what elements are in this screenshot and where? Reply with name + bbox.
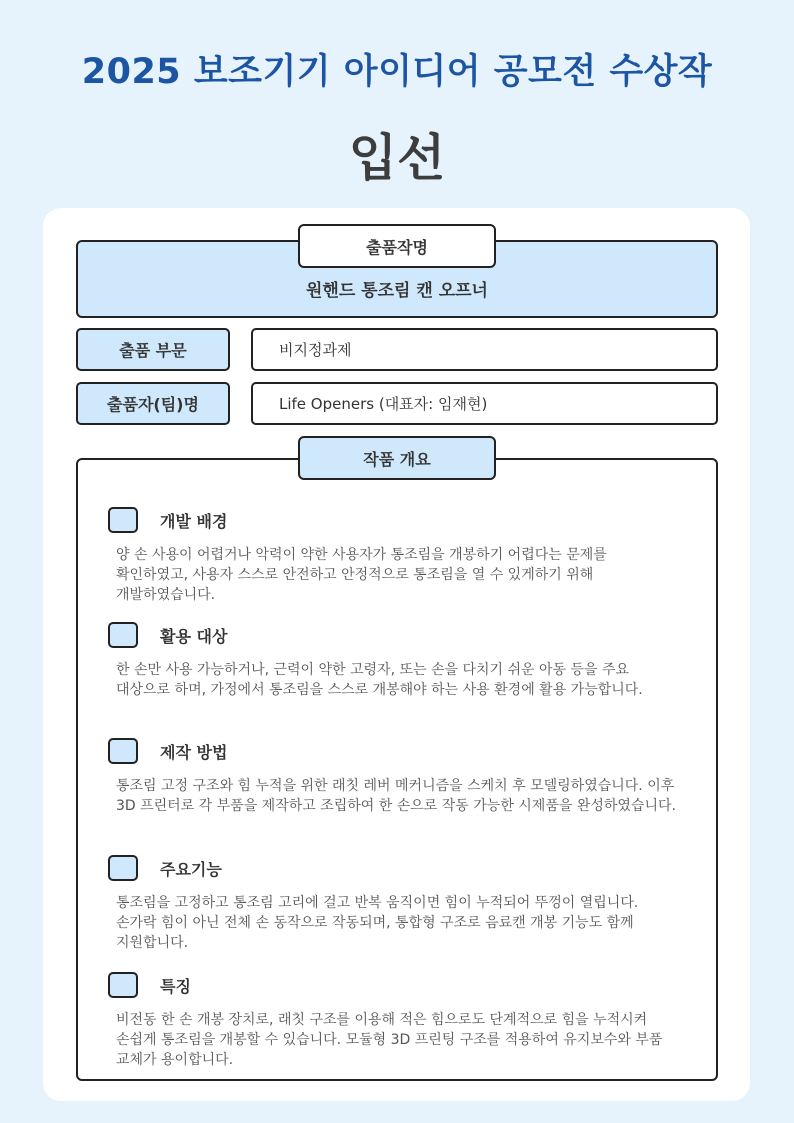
contest-title: 2025 보조기기 아이디어 공모전 수상작	[81, 52, 713, 92]
checkbox-icon	[108, 855, 138, 881]
section-characteristics	[108, 970, 680, 1070]
category-value: 비지정과제	[251, 328, 718, 371]
checkbox-icon	[108, 507, 138, 533]
checkbox-icon	[108, 622, 138, 648]
summary-label: 작품 개요	[298, 436, 496, 480]
section-title: 주요기능	[160, 859, 222, 879]
section-title: 특징	[160, 976, 191, 996]
section-body: 비전동 한 손 개봉 장치로, 래칫 구조를 이용해 적은 힘으로도 단계적으로 힘을 누적시켜 손쉽게 통조림을 개봉할 수 있습니다. 모듈형 3D 프린팅 구조를 적용하여 유지보수와 부품 교체가 용이합니다.	[116, 1012, 663, 1068]
section-target-users	[108, 620, 680, 700]
category-label: 출품 부문	[76, 328, 230, 371]
section-title: 개발 배경	[160, 511, 228, 531]
entrant-label: 출품자(팀)명	[76, 382, 230, 425]
section-features	[108, 853, 680, 953]
section-method	[108, 736, 680, 816]
section-title: 활용 대상	[160, 626, 228, 646]
section-body: 통조림 고정 구조와 힘 누적을 위한 래칫 레버 메커니즘을 스케치 후 모델링하였습니다. 이후 3D 프린터로 각 부품을 제작하고 조립하여 한 손으로 작동 가능한 시제품을 완성하였습니다.	[116, 778, 676, 814]
section-body: 통조림을 고정하고 통조림 고리에 걸고 반복 움직이면 힘이 누적되어 뚜껑이 열립니다. 손가락 힘이 아닌 전체 손 동작으로 작동되며, 통합형 구조로 음료캔 개봉 기능도 함께 지원합니다.	[116, 895, 639, 951]
checkbox-icon	[108, 972, 138, 998]
entrant-value: Life Openers (대표자: 임재현)	[251, 382, 718, 425]
section-body: 한 손만 사용 가능하거나, 근력이 약한 고령자, 또는 손을 다치기 쉬운 아동 등을 주요 대상으로 하며, 가정에서 통조림을 스스로 개봉해야 하는 사용 환경에 활용 가능합니다.	[116, 662, 643, 698]
entry-title-label: 출품작명	[298, 224, 496, 268]
checkbox-icon	[108, 738, 138, 764]
section-body: 양 손 사용이 어렵거나 악력이 약한 사용자가 통조림을 개봉하기 어렵다는 문제를 확인하였고, 사용자 스스로 안전하고 안정적으로 통조림을 열 수 있게하기 위해 개발하였습니다.	[116, 547, 607, 603]
award-grade: 입선	[348, 129, 446, 187]
section-background	[108, 505, 680, 605]
entry-title-value: 원핸드 통조림 캔 오프너	[306, 281, 488, 301]
section-title: 제작 방법	[160, 742, 228, 762]
